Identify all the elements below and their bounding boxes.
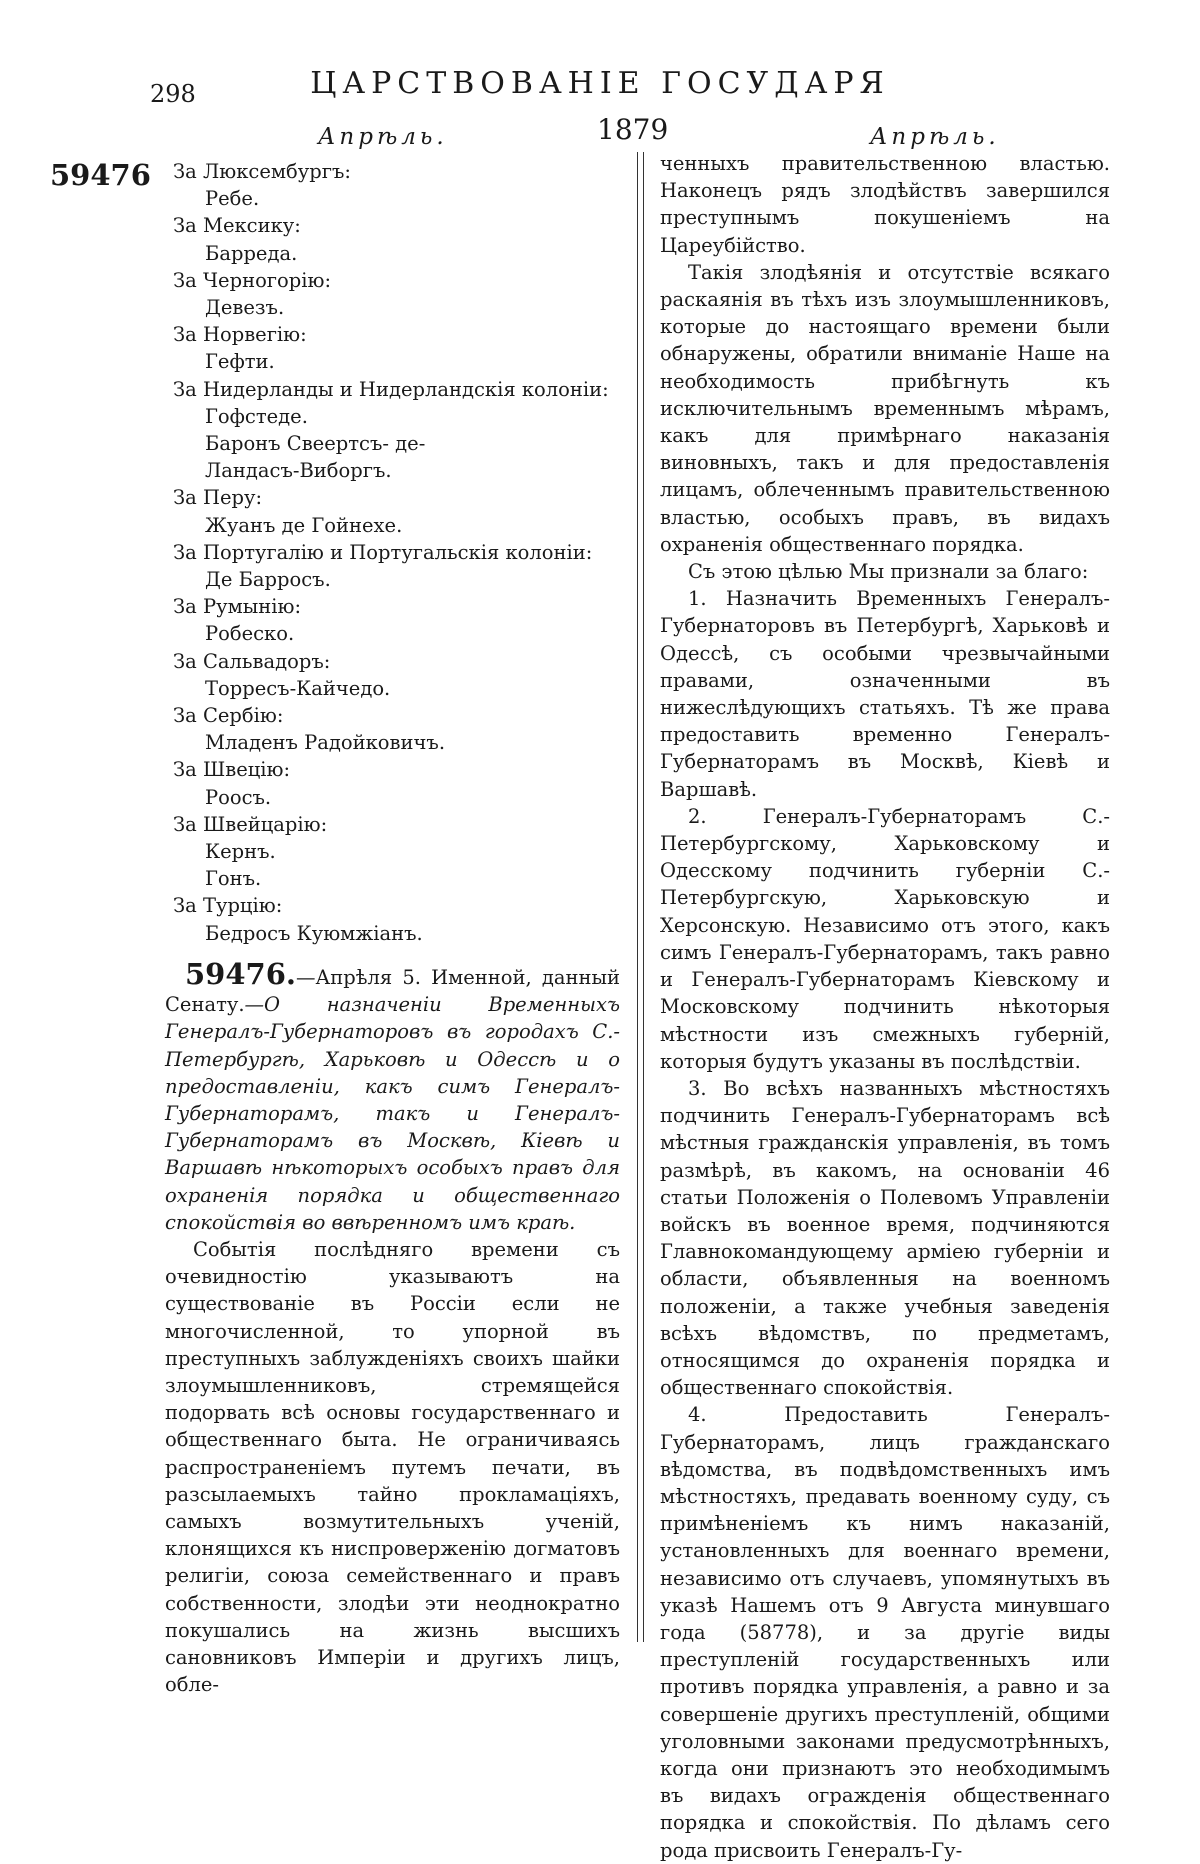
roster-plenipotentiary: Баронъ Свеертсъ- де- [205, 432, 426, 456]
year: 1879 [597, 113, 669, 146]
decree-paragraph-1: Событія послѣдняго времени съ очевидностію указываютъ на существованіе въ Россіи если не многочисленной, то упорной въ преступныхъ заблужденіяхъ своихъ шайки злоумышленниковъ, стремящейся подорвать всѣ основы государственнаго и общественнаго быта. Не ограничиваясь распространеніемъ путемъ печати, въ разсылаемыхъ тайно прокламаціяхъ, самыхъ возмутительныхъ ученій, клонящихся къ ниспроверженію догматовъ религіи, союза семейственнаго и правъ собственности, злодѣи эти неоднократно покушались на жизнь высшихъ сановниковъ Имперіи и другихъ лицъ, обле- [165, 1237, 620, 1697]
decree-paragraph: 4. Предоставить Генералъ-Губернаторамъ, лицъ гражданскаго вѣдомства, въ подвѣдомственныхъ имъ мѣстностяхъ, предавать военному суду, съ примѣненіемъ къ нимъ наказаній, установленныхъ для военнаго времени, независимо отъ случаевъ, упомянутыхъ въ указѣ Нашемъ отъ 9 Августа минувшаго года (58778), и за другіе виды преступленій государственныхъ или противъ порядка управленія, а равно и за совершеніе другихъ преступленій, общими уголовными законами предусмотрѣнныхъ, когда они признаютъ это необходимымъ въ видахъ огражденія общественнаго порядка и спокойствія. По дѣламъ сего рода присвоить Генералъ-Гу- [660, 1403, 1110, 1862]
roster-country: За Люксембургъ: [173, 160, 351, 183]
roster-country: За Румынію: [173, 595, 302, 619]
roster-country: За Черногорію: [173, 268, 332, 292]
roster-plenipotentiary: Бедросъ Куюмжіанъ. [205, 921, 423, 945]
roster-country: За Турцію: [173, 894, 283, 918]
signatory-list [165, 158, 620, 947]
roster-plenipotentiary: Гонъ. [205, 867, 262, 891]
margin-decree-number: 59476 [50, 158, 151, 192]
roster-plenipotentiary: Жуанъ де Гойнехе. [205, 513, 403, 537]
roster-plenipotentiary: Гофстеде. [205, 404, 308, 428]
decree-heading [165, 956, 620, 1698]
month-left: Апрѣль. [318, 124, 448, 150]
running-title: ЦАРСТВОВАНІЕ ГОСУДАРЯ [310, 66, 890, 101]
column-divider [637, 152, 644, 1642]
decree-dateline: —Апрѣля 5. Именной, данный Сенату. [165, 965, 620, 1017]
right-column [660, 150, 1110, 1864]
roster-plenipotentiary: Роосъ. [205, 785, 272, 809]
roster-plenipotentiary: Торресъ-Кайчедо. [205, 676, 391, 700]
roster-plenipotentiary: Барреда. [205, 241, 298, 265]
decree-paragraph: Съ этою цѣлью Мы признали за благо: [688, 560, 1089, 584]
roster-country: За Сербію: [173, 704, 284, 728]
roster-plenipotentiary: Гефти. [205, 350, 275, 374]
decree-continuation: ченныхъ правительственною властью. Наконецъ рядъ злодѣйствъ завершился преступнымъ покушеніемъ на Цареубійство. [660, 152, 1110, 257]
roster-plenipotentiary: Робеско. [205, 622, 295, 646]
roster-plenipotentiary: Ребе. [205, 187, 260, 211]
decree-heading-text [165, 956, 620, 1236]
roster-plenipotentiary: Девезъ. [205, 296, 285, 320]
roster-country: За Сальвадоръ: [173, 649, 331, 673]
decree-title: —О назначеніи Временныхъ Генералъ-Губернаторовъ въ городахъ С.-Петербургѣ, Харьковѣ и Одессѣ и о предоставленіи, какъ симъ Генералъ-Губернаторамъ, такъ и Генералъ-Губернаторамъ въ Москвѣ, Кіевѣ и Варшавѣ нѣкоторыхъ особыхъ правъ для охраненія порядка и общественнаго спокойствія во ввѣренномъ имъ краѣ. [165, 993, 620, 1234]
roster-country: За Швецію: [173, 758, 291, 782]
roster-plenipotentiary: Младенъ Радойковичъ. [205, 731, 446, 755]
roster-country: За Швейцарію: [173, 812, 328, 836]
roster-plenipotentiary: Кернъ. [205, 840, 276, 864]
decree-paragraph: 1. Назначить Временныхъ Генералъ-Губернаторовъ въ Петербургѣ, Харьковѣ и Одессѣ, съ особыми чрезвычайными правами, означенными въ нижеслѣдующихъ статьяхъ. Тѣ же права предоставить временно Генералъ-Губернаторамъ въ Москвѣ, Кіевѣ и Варшавѣ. [660, 587, 1110, 801]
decree-paragraph: 2. Генералъ-Губернаторамъ С.-Петербургскому, Харьковскому и Одесскому подчинить губерніи С.-Петербургскую, Харьковскую и Херсонскую. Независимо отъ этого, какъ симъ Генералъ-Губернаторамъ, такъ равно и Генералъ-Губернаторамъ Кіевскому и Московскому подчинить нѣкоторыя мѣстности изъ смежныхъ губерній, которыя будутъ указаны въ послѣдствіи. [660, 804, 1110, 1073]
decree-paragraph: 3. Во всѣхъ названныхъ мѣстностяхъ подчинить Генералъ-Губернаторамъ всѣ мѣстныя гражданскія управленія, въ томъ размѣрѣ, въ какомъ, на основаніи 46 статьи Положенія о Полевомъ Управленіи войскъ въ военное время, подчиняются Главнокомандующему арміею губерніи и области, объявленныя на военномъ положеніи, а также учебныя заведенія всѣхъ вѣдомствъ, по предметамъ, относящимся до охраненія порядка и общественнаго спокойствія. [660, 1076, 1110, 1400]
roster-plenipotentiary: Ландасъ-Виборгъ. [205, 459, 392, 483]
decree-number: 59476. [185, 956, 296, 991]
left-column [165, 158, 620, 1698]
roster-country: За Перу: [173, 486, 263, 510]
month-right: Апрѣль. [870, 124, 1000, 150]
roster-country: За Мексику: [173, 214, 301, 238]
roster-country: За Португалію и Португальскія колоніи: [173, 540, 593, 564]
roster-country: За Норвегію: [173, 323, 307, 347]
roster-country: За Нидерланды и Нидерландскія колоніи: [173, 377, 609, 401]
page-number: 298 [150, 80, 196, 108]
roster-plenipotentiary: Де Барросъ. [205, 568, 331, 592]
decree-paragraph: Такія злодѣянія и отсутствіе всякаго раскаянія въ тѣхъ изъ злоумышленниковъ, которые до настоящаго времени были обнаружены, обратили вниманіе Наше на необходимость прибѣгнуть къ исключительнымъ временнымъ мѣрамъ, какъ для примѣрнаго наказанія виновныхъ, такъ и для предоставленія лицамъ, облеченнымъ правительственною властью, особыхъ правъ, въ видахъ охраненія общественнаго порядка. [660, 260, 1110, 556]
